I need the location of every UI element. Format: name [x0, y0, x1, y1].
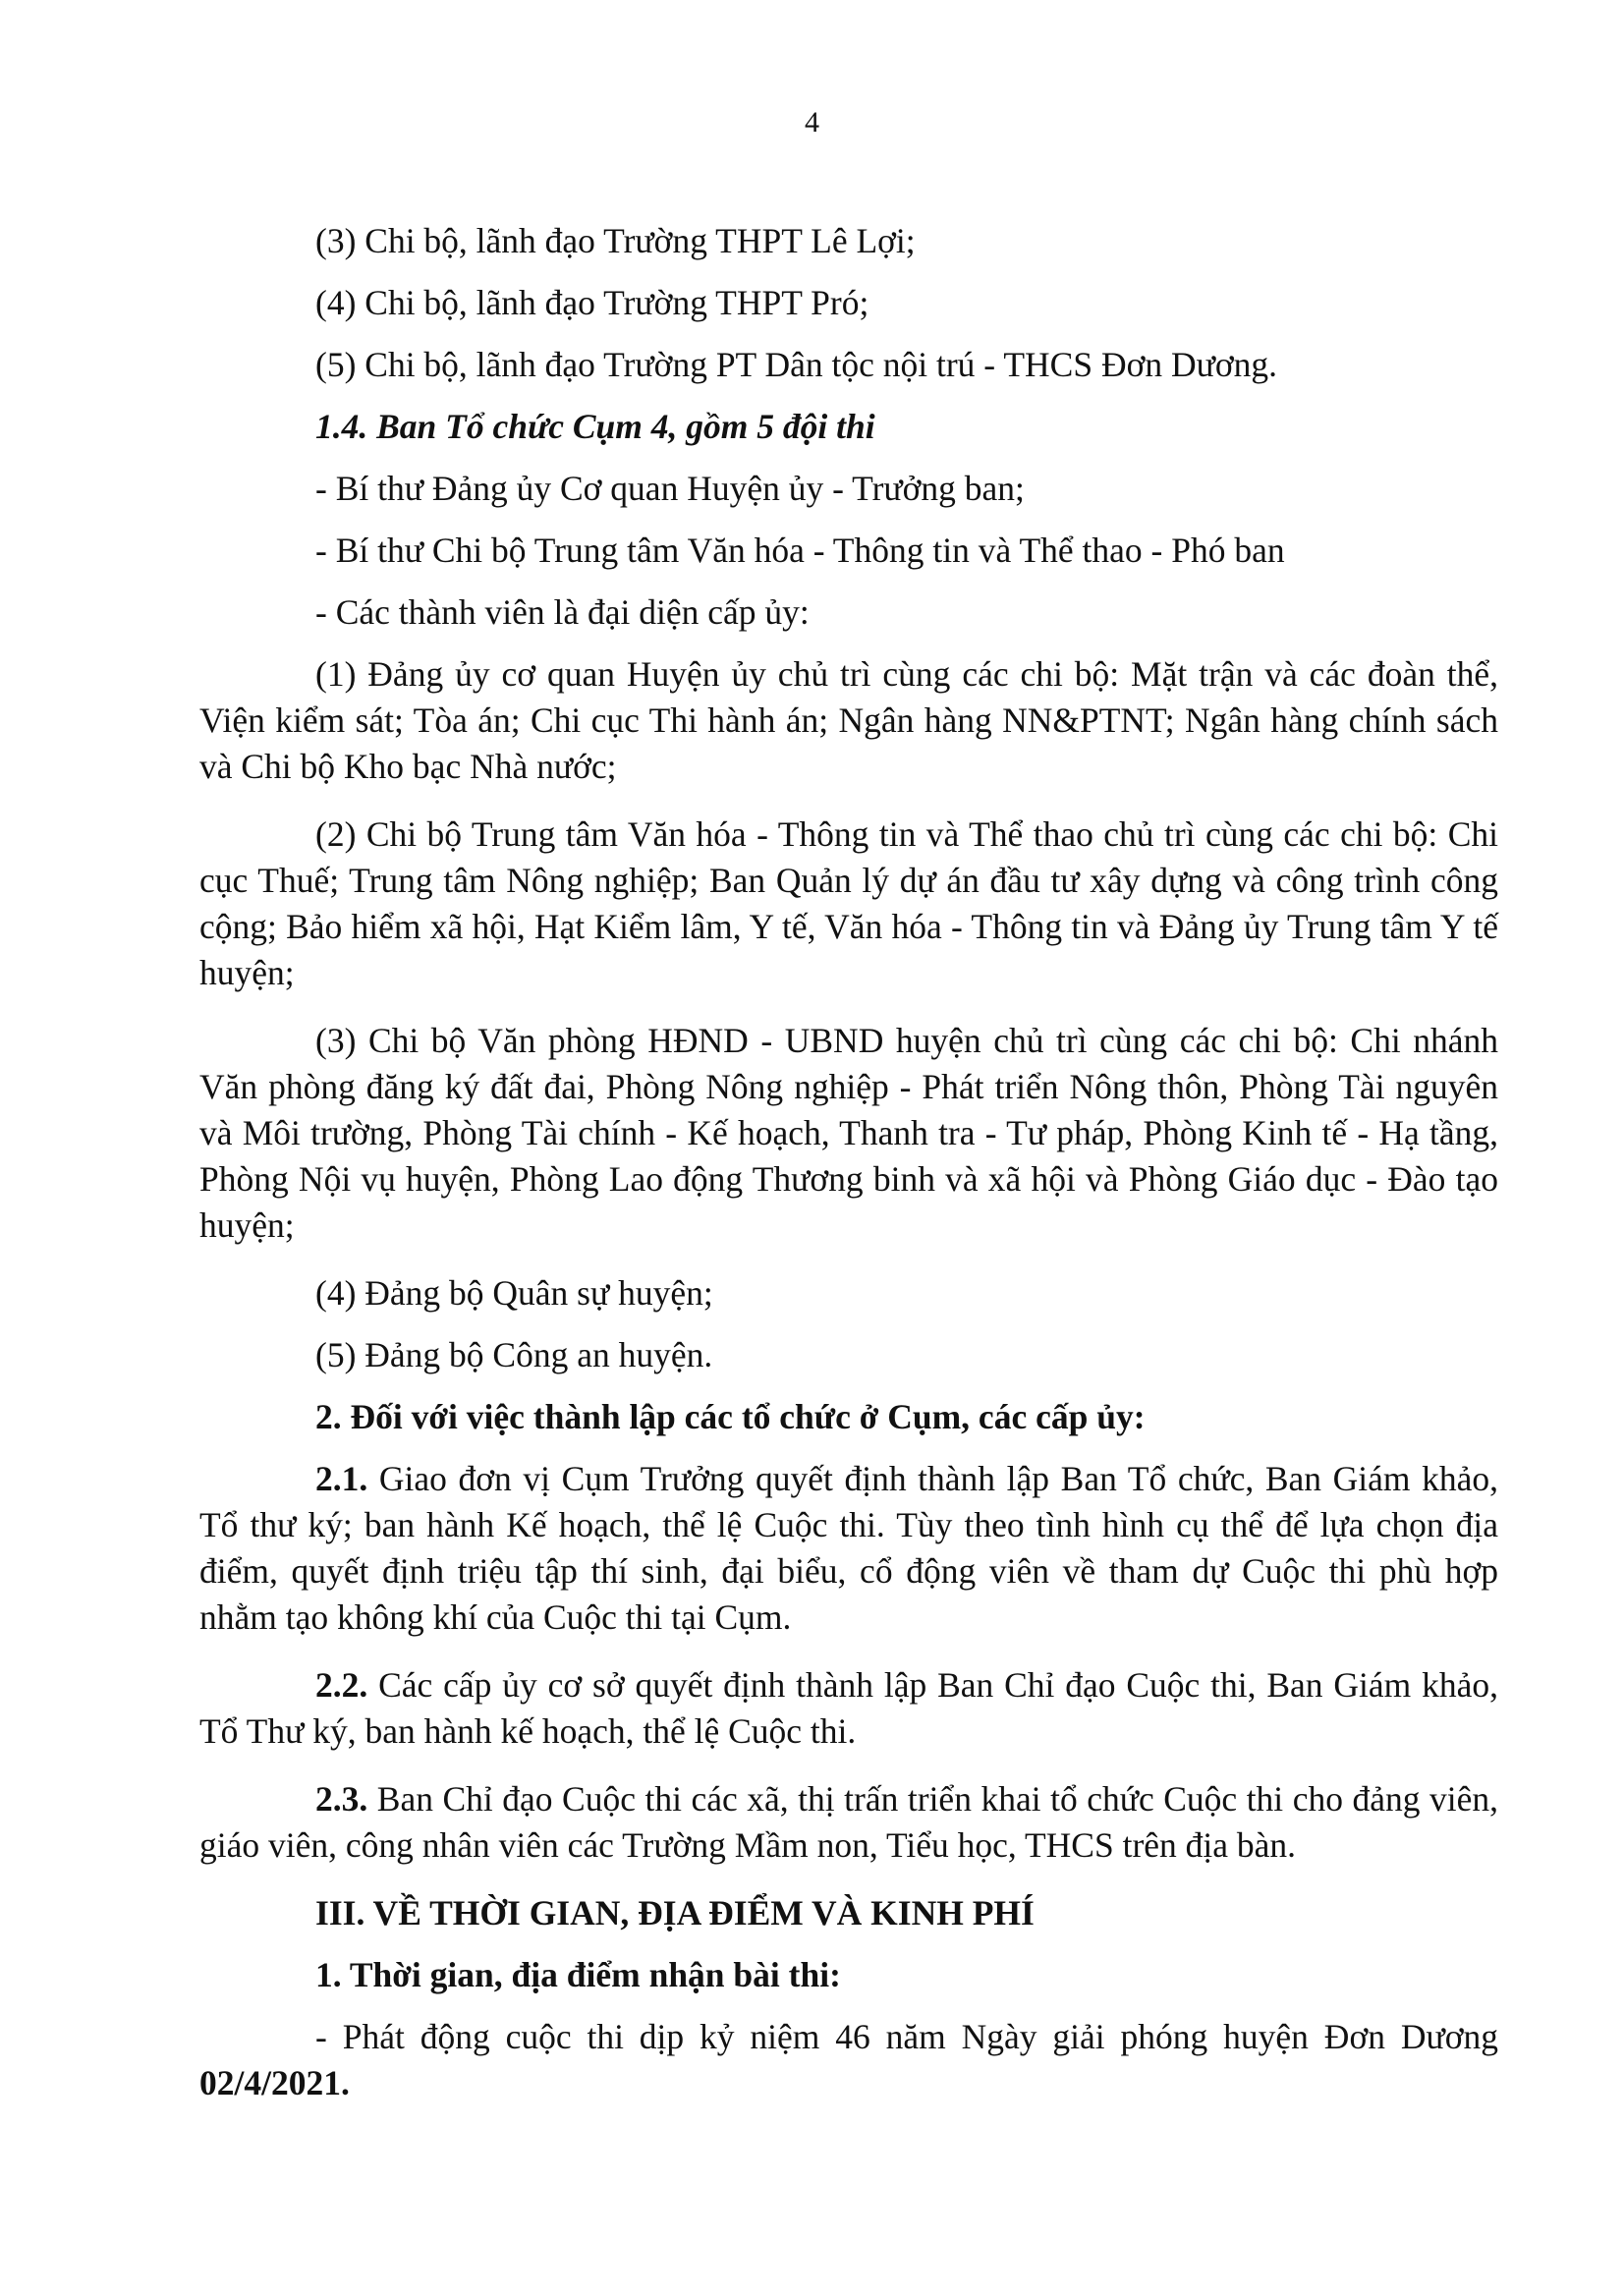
heading-ban-to-chuc-cum-4: 1.4. Ban Tổ chức Cụm 4, gồm 5 đội thi — [315, 407, 875, 446]
page-number: 4 — [805, 106, 819, 139]
paragraph-chi-bo-pro: (4) Chi bộ, lãnh đạo Trường THPT Pró; — [315, 283, 869, 322]
paragraph-dang-uy-co-quan: (1) Đảng ủy cơ quan Huyện ủy chủ trì cùng các chi bộ: Mặt trận và các đoàn thể, Viện kiểm sát; Tòa án; Chi cục Thi hành án; Ngân hàng NN&PTNT; Ngân hàng chính sách và Chi bộ Kho bạc Nhà nước; — [199, 654, 1498, 786]
heading-thanh-lap-to-chuc: 2. Đối với việc thành lập các tổ chức ở Cụm, các cấp ủy: — [315, 1397, 1146, 1436]
paragraph-2-3-lead: 2.3. — [315, 1779, 368, 1819]
paragraph-phat-dong-date: 02/4/2021. — [199, 2063, 350, 2102]
paragraph-chi-bo-dan-toc-noi-tru: (5) Chi bộ, lãnh đạo Trường PT Dân tộc nội trú - THCS Đơn Dương. — [315, 345, 1278, 384]
paragraph-thanh-vien: - Các thành viên là đại diện cấp ủy: — [315, 592, 810, 632]
paragraph-chi-bo-van-phong: (3) Chi bộ Văn phòng HĐND - UBND huyện chủ trì cùng các chi bộ: Chi nhánh Văn phòng đăng ký đất đai, Phòng Nông nghiệp - Phát triển Nông thôn, Phòng Tài nguyên và Môi trường, Phòng Tài chính - Kế hoạch, Thanh tra - Tư pháp, Phòng Kinh tế - Hạ tầng, Phòng Nội vụ huyện, Phòng Lao động Thương binh và xã hội và Phòng Giáo dục - Đào tạo huyện; — [199, 1021, 1498, 1245]
paragraph-chi-bo-le-loi: (3) Chi bộ, lãnh đạo Trường THPT Lê Lợi; — [315, 221, 916, 260]
paragraph-quan-su: (4) Đảng bộ Quân sự huyện; — [315, 1273, 713, 1313]
paragraph-chi-bo-van-hoa: (2) Chi bộ Trung tâm Văn hóa - Thông tin và Thể thao chủ trì cùng các chi bộ: Chi cục Thuế; Trung tâm Nông nghiệp; Ban Quản lý dự án đầu tư xây dựng và công trình công cộng; Bảo hiểm xã hội, Hạt Kiểm lâm, Y tế, Văn hóa - Thông tin và Đảng ủy Trung tâm Y tế huyện; — [199, 814, 1498, 992]
paragraph-truong-ban: - Bí thư Đảng ủy Cơ quan Huyện ủy - Trưởng ban; — [315, 469, 1025, 508]
heading-section-iii: III. VỀ THỜI GIAN, ĐỊA ĐIỂM VÀ KINH PHÍ — [315, 1893, 1035, 1932]
paragraph-2-2-lead: 2.2. — [315, 1665, 368, 1705]
paragraph-pho-ban: - Bí thư Chi bộ Trung tâm Văn hóa - Thông tin và Thể thao - Phó ban — [315, 531, 1285, 570]
paragraph-2-2-text: Các cấp ủy cơ sở quyết định thành lập Ban Chỉ đạo Cuộc thi, Ban Giám khảo, Tổ Thư ký, ban hành kế hoạch, thể lệ Cuộc thi. — [199, 1665, 1498, 1751]
paragraph-phat-dong-text: - Phát động cuộc thi dịp kỷ niệm 46 năm Ngày giải phóng huyện Đơn Dương — [315, 2017, 1498, 2056]
heading-thoi-gian-dia-diem: 1. Thời gian, địa điểm nhận bài thi: — [315, 1955, 841, 1994]
paragraph-cong-an: (5) Đảng bộ Công an huyện. — [315, 1335, 713, 1374]
document-body — [199, 218, 1498, 2128]
paragraph-phat-dong — [199, 2014, 1498, 2106]
paragraph-2-1 — [199, 1456, 1498, 1641]
paragraph-2-2 — [199, 1662, 1498, 1755]
paragraph-2-1-text: Giao đơn vị Cụm Trưởng quyết định thành lập Ban Tổ chức, Ban Giám khảo, Tổ thư ký; ban hành Kế hoạch, thể lệ Cuộc thi. Tùy theo tình hình cụ thể để lựa chọn địa điểm, quyết định triệu tập thí sinh, đại biểu, cổ động viên về tham dự Cuộc thi phù hợp nhằm tạo không khí của Cuộc thi tại Cụm. — [199, 1459, 1498, 1637]
paragraph-2-3 — [199, 1776, 1498, 1869]
paragraph-2-1-lead: 2.1. — [315, 1459, 368, 1498]
paragraph-2-3-text: Ban Chỉ đạo Cuộc thi các xã, thị trấn triển khai tổ chức Cuộc thi cho đảng viên, giáo viên, công nhân viên các Trường Mầm non, Tiểu học, THCS trên địa bàn. — [199, 1779, 1498, 1865]
